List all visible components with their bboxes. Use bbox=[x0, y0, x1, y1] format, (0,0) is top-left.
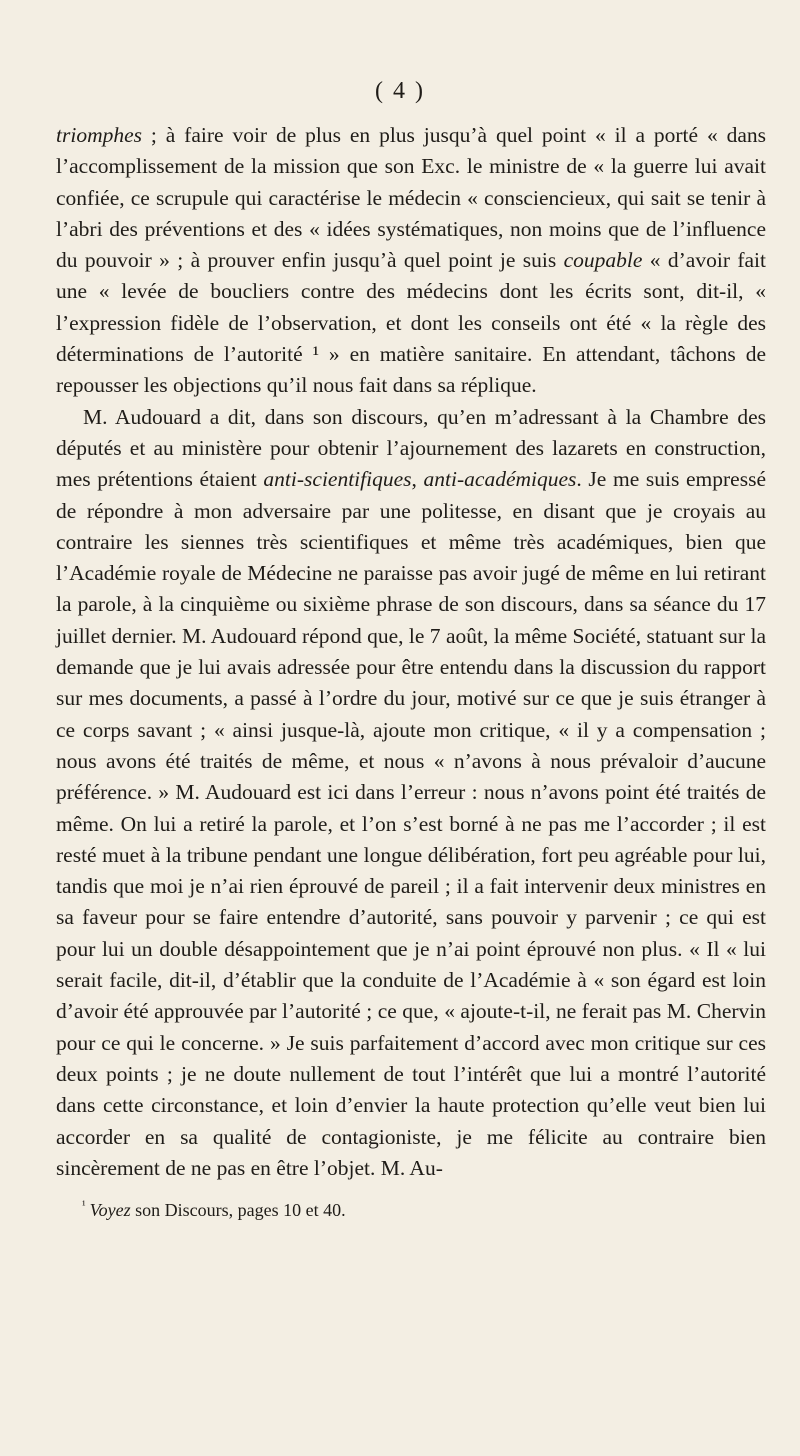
text-run: . Je me suis empressé de répondre à mon adversaire par une politesse, en disant que je croyais au contraire les siennes très scientifiques et même très académiques, bien que l’Académie royale de Médecine ne paraisse pas avoir jugé de même en lui retirant la parole, à la cinquième ou sixième phrase de son discours, dans sa séance du 17 juillet dernier. M. Audouard répond que, le 7 août, la même Société, statuant sur la demande que je lui avais adressée pour être entendu dans la discussion du rapport sur mes documents, a passé à l’ordre du jour, motivé sur ce que je suis étranger à ce corps savant ; « ainsi jusque-là, ajoute mon critique, « il y a compensation ; nous avons été traités de même, et nous « n’avons à nous prévaloir d’aucune préférence. » M. Audouard est ici dans l’erreur : nous n’avons point été traités de même. On lui a retiré la parole, et l’on s’est borné à ne pas me l’accorder ; il est resté muet à la tribune pendant une longue délibération, fort peu agréable pour lui, tandis que moi je n’ai rien éprouvé de pareil ; il a fait intervenir deux ministres en sa faveur pour se faire entendre d’autorité, sans pouvoir y parvenir ; ce qui est pour lui un double désappointement que je n’ai point éprouvé non plus. « Il « lui serait facile, dit-il, d’établir que la conduite de l’Académie à « son égard est loin d’avoir été approuvée par l’autorité ; ce que, « ajoute-t-il, ne ferait pas M. Chervin pour ce qui le concerne. » Je suis parfaitement d’accord avec mon critique sur ces deux points ; je ne doute nullement de tout l’intérêt que lui a montré l’autorité dans cette circonstance, et loin d’envier la haute protection qu’elle veut bien lui accorder en sa qualité de contagioniste, je me félicite au contraire bien sincèrement de ne pas en être l’objet. M. Au- bbox=[56, 467, 767, 1180]
paragraph-2 bbox=[56, 402, 766, 1184]
text-run: coupable bbox=[563, 248, 643, 273]
text-run: , bbox=[411, 467, 424, 492]
text-run: anti-académiques bbox=[423, 467, 577, 492]
text-run: « d’avoir fait une « levée de boucliers contre des médecins dont les écrits sont, dit-il, « l’expression fidèle de l’observation, et dont les conseils ont été « la règle des déterminations de l’autorité ¹ » en matière sanitaire. En attendant, tâchons de repousser les objections qu’il nous fait dans sa réplique. bbox=[56, 248, 766, 398]
footnote-text: son Discours, pages 10 et 40. bbox=[130, 1200, 346, 1221]
body-text bbox=[56, 120, 766, 1184]
footnote-marker: ¹ bbox=[82, 1198, 86, 1213]
page-number: ( 4 ) bbox=[375, 78, 425, 104]
footnote bbox=[56, 1192, 766, 1223]
text-run: M. Audouard a dit, dans son discours, qu’en m’adressant à la Chambre des députés et au ministère pour obtenir l’ajournement des lazarets en construction, mes prétentions étaient bbox=[56, 404, 766, 492]
text-run: anti-scientifiques bbox=[263, 467, 412, 492]
paragraph-1 bbox=[56, 120, 766, 402]
text-run: triomphes bbox=[56, 123, 142, 147]
text-run: ; à faire voir de plus en plus jusqu’à quel point « il a porté « dans l’accomplissement de la mission que son Exc. le ministre de « la guerre lui avait confiée, ce scrupule qui caractérise le médecin « consciencieux, qui sait se tenir à l’abri des préventions et des « idées systématiques, non moins que de l’influence du pouvoir » ; à prouver enfin jusqu’à quel point je suis bbox=[56, 123, 766, 273]
footnote-lead: Voyez bbox=[89, 1200, 131, 1221]
